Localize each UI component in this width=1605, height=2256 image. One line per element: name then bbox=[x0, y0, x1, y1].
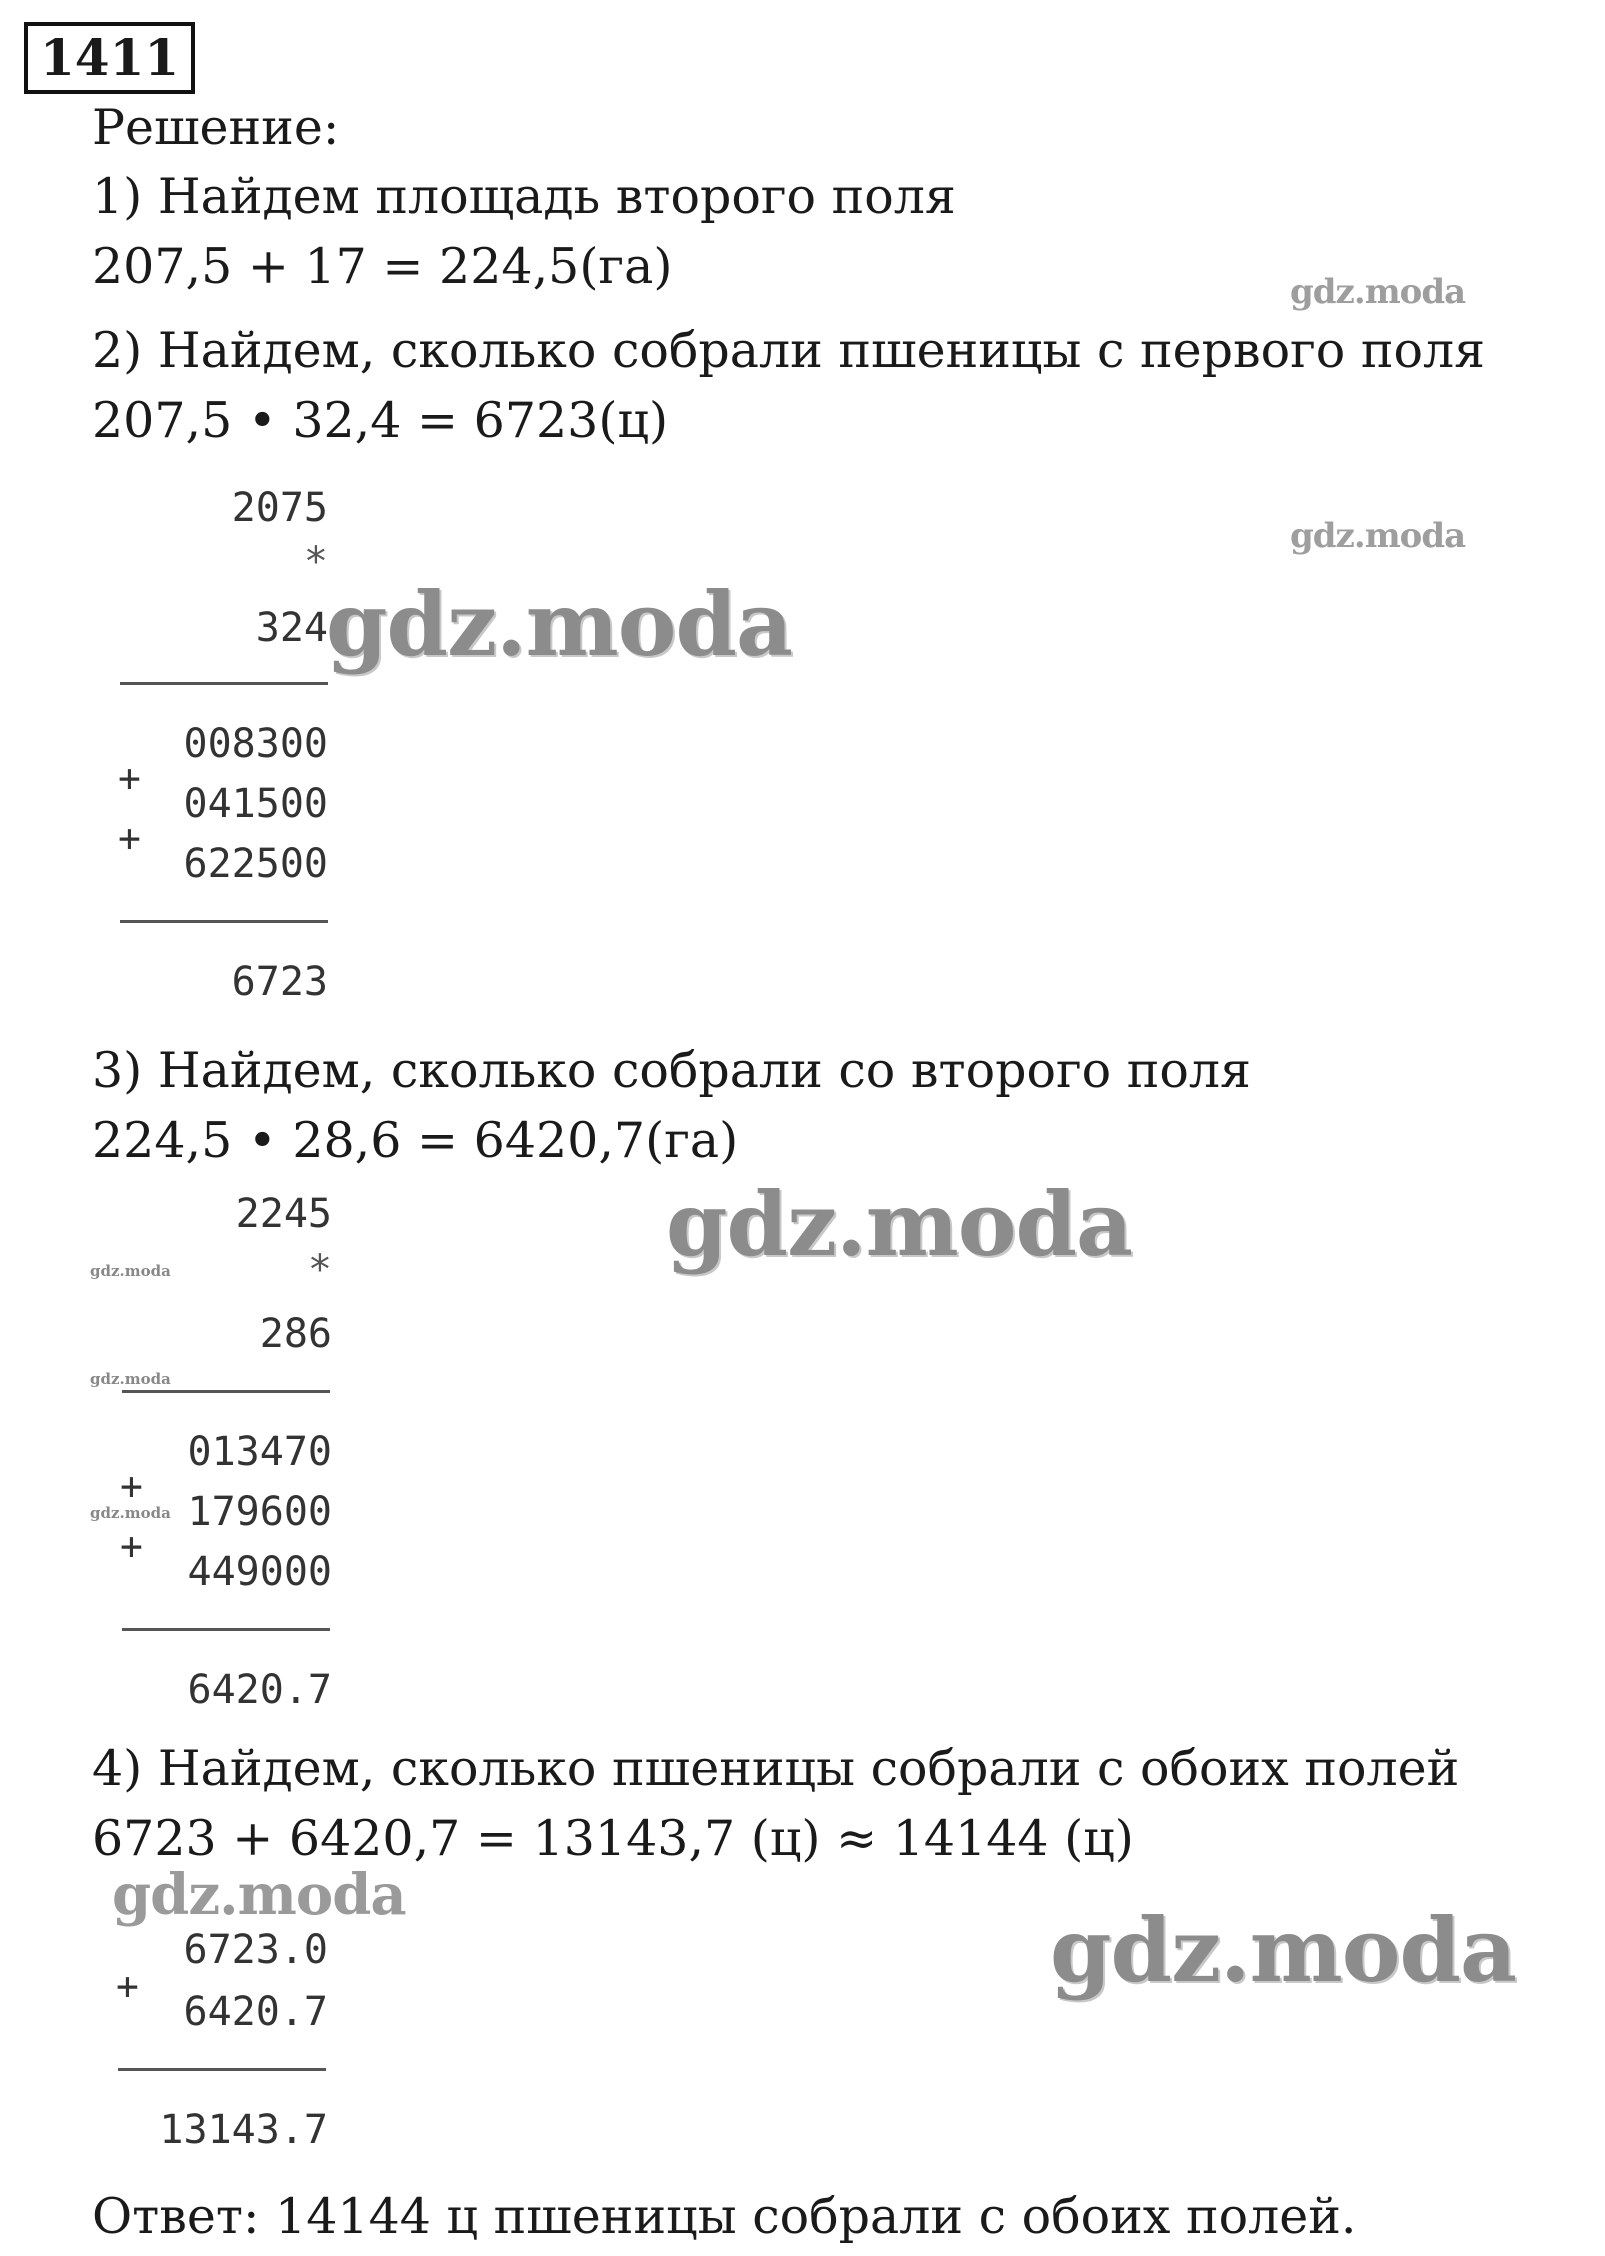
calc2-partial-2: 179600 bbox=[187, 1489, 332, 1535]
step-1-equation: 207,5 + 17 = 224,5(га) bbox=[92, 238, 673, 295]
step-3-title: 3) Найдем, сколько собрали со второго поля bbox=[92, 1042, 1251, 1099]
calc1-plus-2: + bbox=[118, 816, 141, 860]
calc1-factor-b: 324 bbox=[255, 605, 328, 651]
calc2-plus-2: + bbox=[120, 1524, 143, 1568]
calc1-rule-top bbox=[120, 682, 328, 685]
calc3-addend-2: 6420.7 bbox=[183, 1989, 328, 2035]
calc2-factor-a: 2245 bbox=[235, 1191, 332, 1237]
step-4-title: 4) Найдем, сколько пшеницы собрали с обоих полей bbox=[92, 1740, 1460, 1797]
watermark-small-3: gdz.moda bbox=[90, 1504, 171, 1522]
step-3-equation: 224,5 • 28,6 = 6420,7(га) bbox=[92, 1112, 739, 1169]
calc1-partial-2: 041500 bbox=[183, 781, 328, 827]
calc2-result: 6420.7 bbox=[187, 1667, 332, 1713]
watermark-small-1: gdz.moda bbox=[90, 1262, 171, 1280]
calc1-result: 6723 bbox=[231, 959, 328, 1005]
solution-heading: Решение: bbox=[92, 99, 340, 156]
calc3-plus: + bbox=[116, 1964, 139, 2008]
watermark-mid-right: gdz.moda bbox=[1290, 516, 1466, 556]
calc2-rule-bottom bbox=[122, 1628, 330, 1631]
calc1-factor-a: 2075 bbox=[231, 485, 328, 531]
answer-line: Ответ: 14144 ц пшеницы собрали с обоих полей. bbox=[92, 2188, 1357, 2245]
watermark-large-1: gdz.moda bbox=[326, 572, 793, 676]
calc1-partial-3: 622500 bbox=[183, 841, 328, 887]
calc2-operator: * bbox=[307, 1247, 332, 1293]
step-2-equation: 207,5 • 32,4 = 6723(ц) bbox=[92, 392, 669, 449]
problem-number: 1411 bbox=[24, 22, 195, 94]
calc1-operator: * bbox=[303, 539, 328, 585]
calc3-rule bbox=[118, 2068, 326, 2071]
watermark-large-3: gdz.moda bbox=[1050, 1898, 1517, 2002]
calc1-plus-1: + bbox=[118, 756, 141, 800]
calc2-partial-1: 013470 bbox=[187, 1429, 332, 1475]
calc3-result: 13143.7 bbox=[159, 2107, 328, 2153]
watermark-medium: gdz.moda bbox=[112, 1862, 406, 1928]
step-2-title: 2) Найдем, сколько собрали пшеницы с первого поля bbox=[92, 322, 1486, 379]
watermark-small-2: gdz.moda bbox=[90, 1370, 171, 1388]
calc2-rule-top bbox=[122, 1390, 330, 1393]
calc2-factor-b: 286 bbox=[259, 1311, 332, 1357]
step-1-title: 1) Найдем площадь второго поля bbox=[92, 168, 956, 225]
calc1-partial-1: 008300 bbox=[183, 721, 328, 767]
calc2-plus-1: + bbox=[120, 1464, 143, 1508]
watermark-top-right: gdz.moda bbox=[1290, 272, 1466, 312]
watermark-large-2: gdz.moda bbox=[666, 1172, 1133, 1276]
calc2-partial-3: 449000 bbox=[187, 1549, 332, 1595]
calc1-rule-bottom bbox=[120, 920, 328, 923]
step-4-equation: 6723 + 6420,7 = 13143,7 (ц) ≈ 14144 (ц) bbox=[92, 1810, 1134, 1867]
calc3-addend-1: 6723.0 bbox=[183, 1927, 328, 1973]
